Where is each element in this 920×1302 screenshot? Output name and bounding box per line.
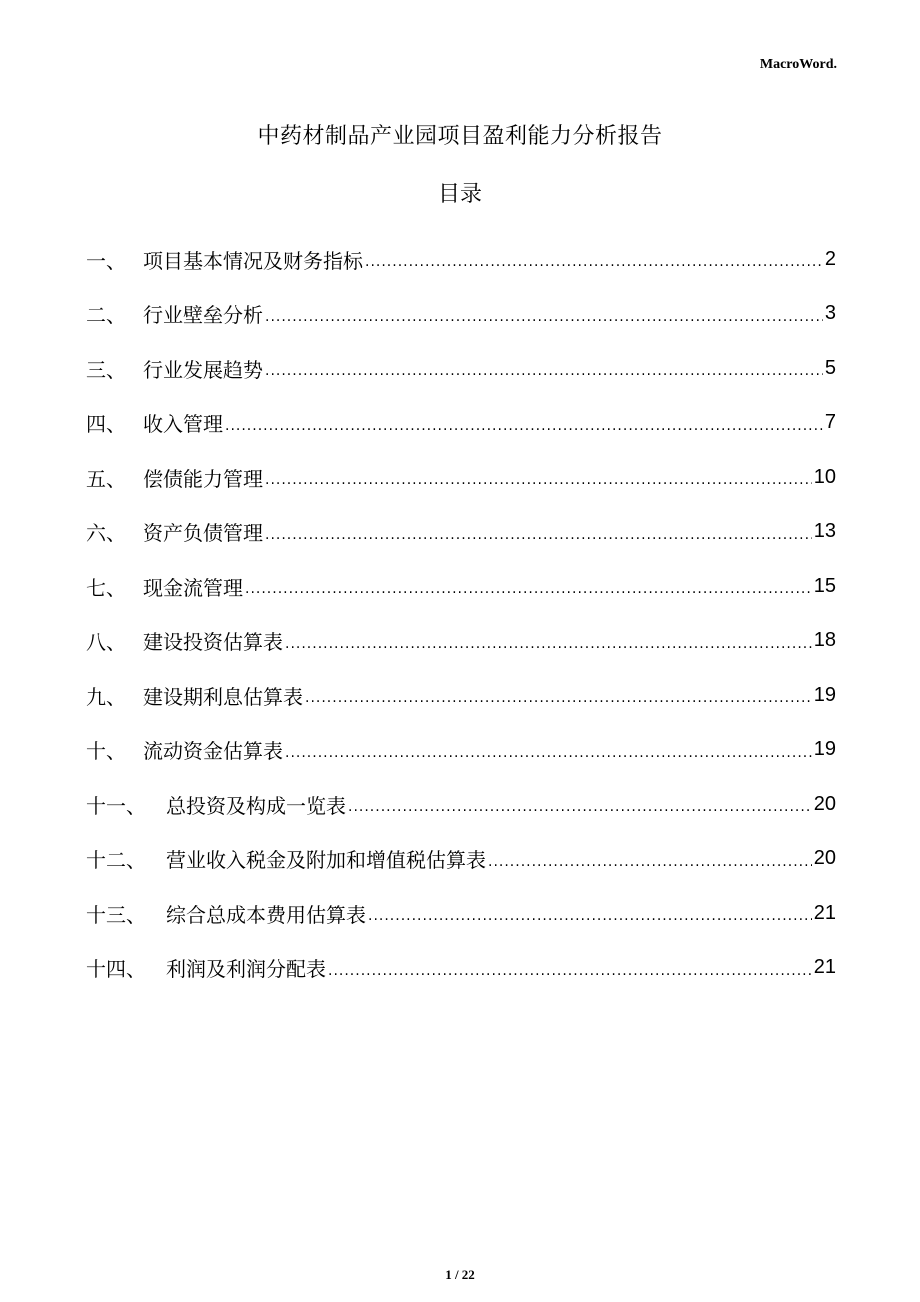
toc-entry-title: 总投资及构成一览表 <box>166 793 346 818</box>
toc-entry[interactable] <box>86 232 836 287</box>
toc-entry-page: 5 <box>824 356 836 379</box>
toc-heading: 目录 <box>437 182 482 207</box>
toc-entry[interactable] <box>86 668 836 723</box>
toc-entry-page: 2 <box>824 247 836 270</box>
toc-entry-title: 项目基本情况及财务指标 <box>143 248 363 273</box>
toc-entry-title: 行业壁垒分析 <box>143 303 263 328</box>
toc-entry-page: 19 <box>813 683 836 706</box>
toc-leader-dots <box>348 799 812 815</box>
toc-entry-title: 偿债能力管理 <box>143 466 263 491</box>
toc-entry-page: 21 <box>813 901 836 924</box>
toc-entry-number: 四、 <box>86 412 126 437</box>
toc-entry-title: 流动资金估算表 <box>143 739 283 764</box>
toc-entry-number: 十四、 <box>86 957 146 982</box>
toc-entry-number: 十三、 <box>86 902 146 927</box>
toc-leader-dots <box>305 690 812 706</box>
toc-leader-dots <box>265 472 812 488</box>
toc-leader-dots <box>365 254 823 270</box>
toc-entry-page: 21 <box>813 956 836 979</box>
toc-entry-page: 20 <box>813 847 836 870</box>
toc-entry-title: 营业收入税金及附加和增值税估算表 <box>166 848 486 873</box>
toc-entry-number: 七、 <box>86 575 126 600</box>
toc-entry-number: 二、 <box>86 303 126 328</box>
toc-entry-number: 十、 <box>86 739 126 764</box>
brand-watermark: MacroWord. <box>759 57 837 72</box>
toc-entry-number: 一、 <box>86 248 126 273</box>
toc-entry-title: 资产负债管理 <box>143 521 263 546</box>
toc-entry-page: 3 <box>824 302 836 325</box>
toc-leader-dots <box>285 745 812 761</box>
toc-leader-dots <box>265 363 823 379</box>
toc-entry-title: 行业发展趋势 <box>143 357 263 382</box>
toc-entry-title: 建设投资估算表 <box>143 630 283 655</box>
toc-entry-number: 八、 <box>86 630 126 655</box>
toc-entry-title: 利润及利润分配表 <box>166 957 326 982</box>
toc-entry-page: 10 <box>813 465 836 488</box>
page-number: 1 / 22 <box>445 1267 475 1282</box>
toc-entry[interactable] <box>86 723 836 778</box>
toc-entry[interactable] <box>86 341 836 396</box>
toc-leader-dots <box>265 527 812 543</box>
toc-entry-page: 13 <box>813 520 836 543</box>
toc-entry-title: 建设期利息估算表 <box>143 684 303 709</box>
toc-entry-page: 20 <box>813 792 836 815</box>
toc-entry[interactable] <box>86 287 836 342</box>
toc-entry[interactable] <box>86 559 836 614</box>
toc-entry-number: 六、 <box>86 521 126 546</box>
toc-entry[interactable] <box>86 777 836 832</box>
toc-entry-number: 十二、 <box>86 848 146 873</box>
toc-leader-dots <box>328 963 812 979</box>
toc-entry-title: 综合总成本费用估算表 <box>166 902 366 927</box>
toc-entry-number: 三、 <box>86 357 126 382</box>
toc-entry-page: 7 <box>824 411 836 434</box>
toc-entry[interactable] <box>86 941 836 996</box>
toc-leader-dots <box>368 908 812 924</box>
toc-entry-number: 十一、 <box>86 793 146 818</box>
toc-entry[interactable] <box>86 505 836 560</box>
toc-entry-page: 18 <box>813 629 836 652</box>
toc-entry[interactable] <box>86 450 836 505</box>
toc-entry-page: 19 <box>813 738 836 761</box>
toc-leader-dots <box>265 309 823 325</box>
toc-entry-title: 现金流管理 <box>143 575 243 600</box>
toc-entry-number: 五、 <box>86 466 126 491</box>
table-of-contents <box>86 232 836 995</box>
toc-entry[interactable] <box>86 396 836 451</box>
toc-leader-dots <box>245 581 812 597</box>
toc-leader-dots <box>285 636 812 652</box>
toc-entry-title: 收入管理 <box>143 412 223 437</box>
toc-leader-dots <box>488 854 812 870</box>
document-title: 中药材制品产业园项目盈利能力分析报告 <box>257 124 663 149</box>
toc-entry-number: 九、 <box>86 684 126 709</box>
toc-entry[interactable] <box>86 614 836 669</box>
toc-entry[interactable] <box>86 832 836 887</box>
toc-entry-page: 15 <box>813 574 836 597</box>
toc-leader-dots <box>225 418 823 434</box>
toc-entry[interactable] <box>86 886 836 941</box>
